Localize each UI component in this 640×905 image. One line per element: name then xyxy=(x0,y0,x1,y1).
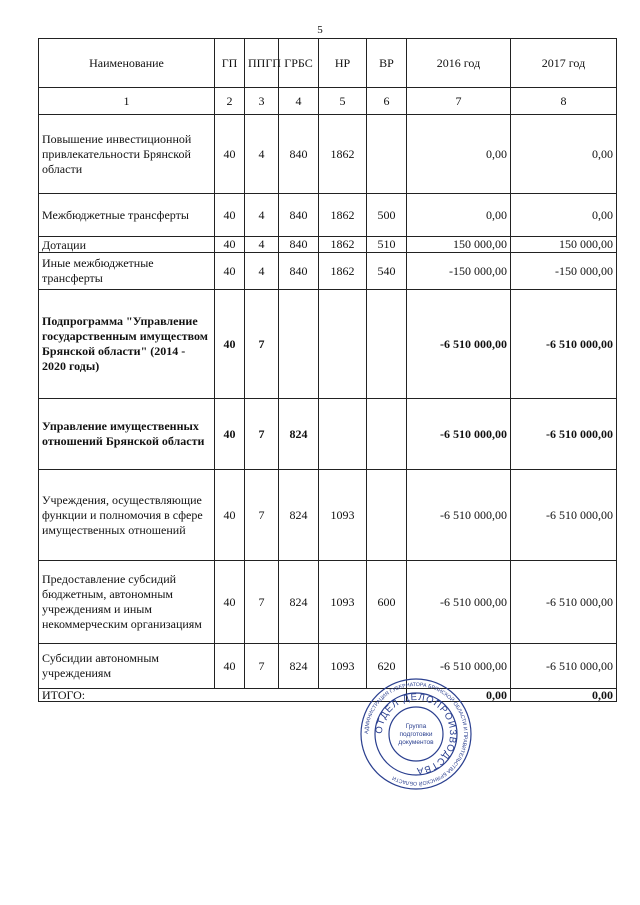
cell-ppgp: 7 xyxy=(245,561,279,644)
column-number-row xyxy=(39,88,617,115)
cell-y2017: -6 510 000,00 xyxy=(511,399,617,470)
cell-y2017: -6 510 000,00 xyxy=(511,561,617,644)
cell-nr xyxy=(319,290,367,399)
cell-nr: 1862 xyxy=(319,115,367,194)
cell-ppgp: 7 xyxy=(245,644,279,689)
table-row xyxy=(39,644,617,689)
cell-y2016: -6 510 000,00 xyxy=(407,561,511,644)
table-row xyxy=(39,194,617,237)
table-row xyxy=(39,470,617,561)
header-row xyxy=(39,39,617,88)
row-name: Повышение инвестиционной привлекательности Брянской области xyxy=(39,115,215,194)
column-number: 4 xyxy=(279,88,319,115)
stamp-center-line: подготовки xyxy=(399,731,433,738)
column-number: 3 xyxy=(245,88,279,115)
cell-nr: 1862 xyxy=(319,253,367,290)
official-stamp xyxy=(360,678,472,790)
cell-y2016: -6 510 000,00 xyxy=(407,290,511,399)
header-cell: 2016 год xyxy=(407,39,511,88)
cell-vr: 540 xyxy=(367,253,407,290)
cell-gp: 40 xyxy=(215,470,245,561)
cell-vr xyxy=(367,115,407,194)
cell-grbs: 840 xyxy=(279,253,319,290)
cell-grbs xyxy=(279,290,319,399)
table-row xyxy=(39,561,617,644)
cell-y2016: -6 510 000,00 xyxy=(407,644,511,689)
total-row xyxy=(39,689,617,702)
cell-y2017: -150 000,00 xyxy=(511,253,617,290)
row-name: Дотации xyxy=(39,237,215,253)
column-number: 8 xyxy=(511,88,617,115)
cell-y2017: 0,00 xyxy=(511,194,617,237)
table-row xyxy=(39,115,617,194)
cell-vr xyxy=(367,399,407,470)
cell-ppgp: 7 xyxy=(245,290,279,399)
header-cell: ГП xyxy=(215,39,245,88)
cell-nr xyxy=(319,399,367,470)
cell-vr: 510 xyxy=(367,237,407,253)
cell-grbs: 824 xyxy=(279,561,319,644)
cell-gp: 40 xyxy=(215,253,245,290)
cell-gp: 40 xyxy=(215,194,245,237)
cell-vr: 620 xyxy=(367,644,407,689)
table-row xyxy=(39,253,617,290)
stamp-center-line: документов xyxy=(398,739,434,746)
cell-y2016: -6 510 000,00 xyxy=(407,399,511,470)
cell-gp: 40 xyxy=(215,290,245,399)
cell-y2017: 0,00 xyxy=(511,115,617,194)
table-row xyxy=(39,237,617,253)
cell-ppgp: 4 xyxy=(245,253,279,290)
stamp-outer-text: АДМИНИСТРАЦИЯ ГУБЕРНАТОРА БРЯНСКОЙ ОБЛАСТИ И ПРАВИТЕЛЬСТВА БРЯНСКОЙ ОБЛАСТИ xyxy=(363,681,469,787)
table-row xyxy=(39,290,617,399)
total-y2016: 0,00 xyxy=(407,689,511,702)
cell-gp: 40 xyxy=(215,115,245,194)
cell-grbs: 840 xyxy=(279,237,319,253)
cell-y2016: 0,00 xyxy=(407,194,511,237)
cell-nr: 1093 xyxy=(319,644,367,689)
header-cell: ВР xyxy=(367,39,407,88)
cell-y2016: 150 000,00 xyxy=(407,237,511,253)
total-y2017: 0,00 xyxy=(511,689,617,702)
header-cell: 2017 год xyxy=(511,39,617,88)
header-cell: Наименование xyxy=(39,39,215,88)
stamp-center-line: Группа xyxy=(405,723,427,730)
row-name: Учреждения, осуществляющие функции и полномочия в сфере имущественных отношений xyxy=(39,470,215,561)
cell-y2017: -6 510 000,00 xyxy=(511,290,617,399)
cell-y2016: -6 510 000,00 xyxy=(407,470,511,561)
cell-y2016: 0,00 xyxy=(407,115,511,194)
cell-grbs: 824 xyxy=(279,399,319,470)
cell-ppgp: 4 xyxy=(245,115,279,194)
cell-vr: 500 xyxy=(367,194,407,237)
cell-ppgp: 7 xyxy=(245,399,279,470)
budget-table xyxy=(38,38,617,702)
column-number: 6 xyxy=(367,88,407,115)
cell-grbs: 824 xyxy=(279,470,319,561)
total-label: ИТОГО: xyxy=(39,689,407,702)
cell-ppgp: 7 xyxy=(245,470,279,561)
cell-ppgp: 4 xyxy=(245,237,279,253)
cell-grbs: 840 xyxy=(279,115,319,194)
cell-nr: 1093 xyxy=(319,470,367,561)
row-name: Подпрограмма "Управление государственным имуществом Брянской области" (2014 - 2020 годы) xyxy=(39,290,215,399)
cell-ppgp: 4 xyxy=(245,194,279,237)
cell-vr xyxy=(367,290,407,399)
table-row xyxy=(39,399,617,470)
cell-gp: 40 xyxy=(215,561,245,644)
row-name: Межбюджетные трансферты xyxy=(39,194,215,237)
cell-vr: 600 xyxy=(367,561,407,644)
row-name: Предоставление субсидий бюджетным, автономным учреждениям и иным некоммерческим организациям xyxy=(39,561,215,644)
header-cell: ГРБС xyxy=(279,39,319,88)
row-name: Управление имущественных отношений Брянской области xyxy=(39,399,215,470)
cell-nr: 1862 xyxy=(319,237,367,253)
header-cell: НР xyxy=(319,39,367,88)
cell-vr xyxy=(367,470,407,561)
cell-y2017: -6 510 000,00 xyxy=(511,470,617,561)
column-number: 1 xyxy=(39,88,215,115)
cell-y2016: -150 000,00 xyxy=(407,253,511,290)
cell-gp: 40 xyxy=(215,644,245,689)
column-number: 2 xyxy=(215,88,245,115)
cell-gp: 40 xyxy=(215,399,245,470)
column-number: 5 xyxy=(319,88,367,115)
cell-y2017: -6 510 000,00 xyxy=(511,644,617,689)
cell-grbs: 824 xyxy=(279,644,319,689)
row-name: Иные межбюджетные трансферты xyxy=(39,253,215,290)
column-number: 7 xyxy=(407,88,511,115)
cell-gp: 40 xyxy=(215,237,245,253)
cell-y2017: 150 000,00 xyxy=(511,237,617,253)
cell-grbs: 840 xyxy=(279,194,319,237)
cell-nr: 1093 xyxy=(319,561,367,644)
page-number: 5 xyxy=(317,24,323,36)
stamp-ring-text: ОТДЕЛ ДЕЛОПРОИЗВОДСТВА xyxy=(373,691,459,777)
header-cell: ППГП xyxy=(245,39,279,88)
row-name: Субсидии автономным учреждениям xyxy=(39,644,215,689)
cell-nr: 1862 xyxy=(319,194,367,237)
